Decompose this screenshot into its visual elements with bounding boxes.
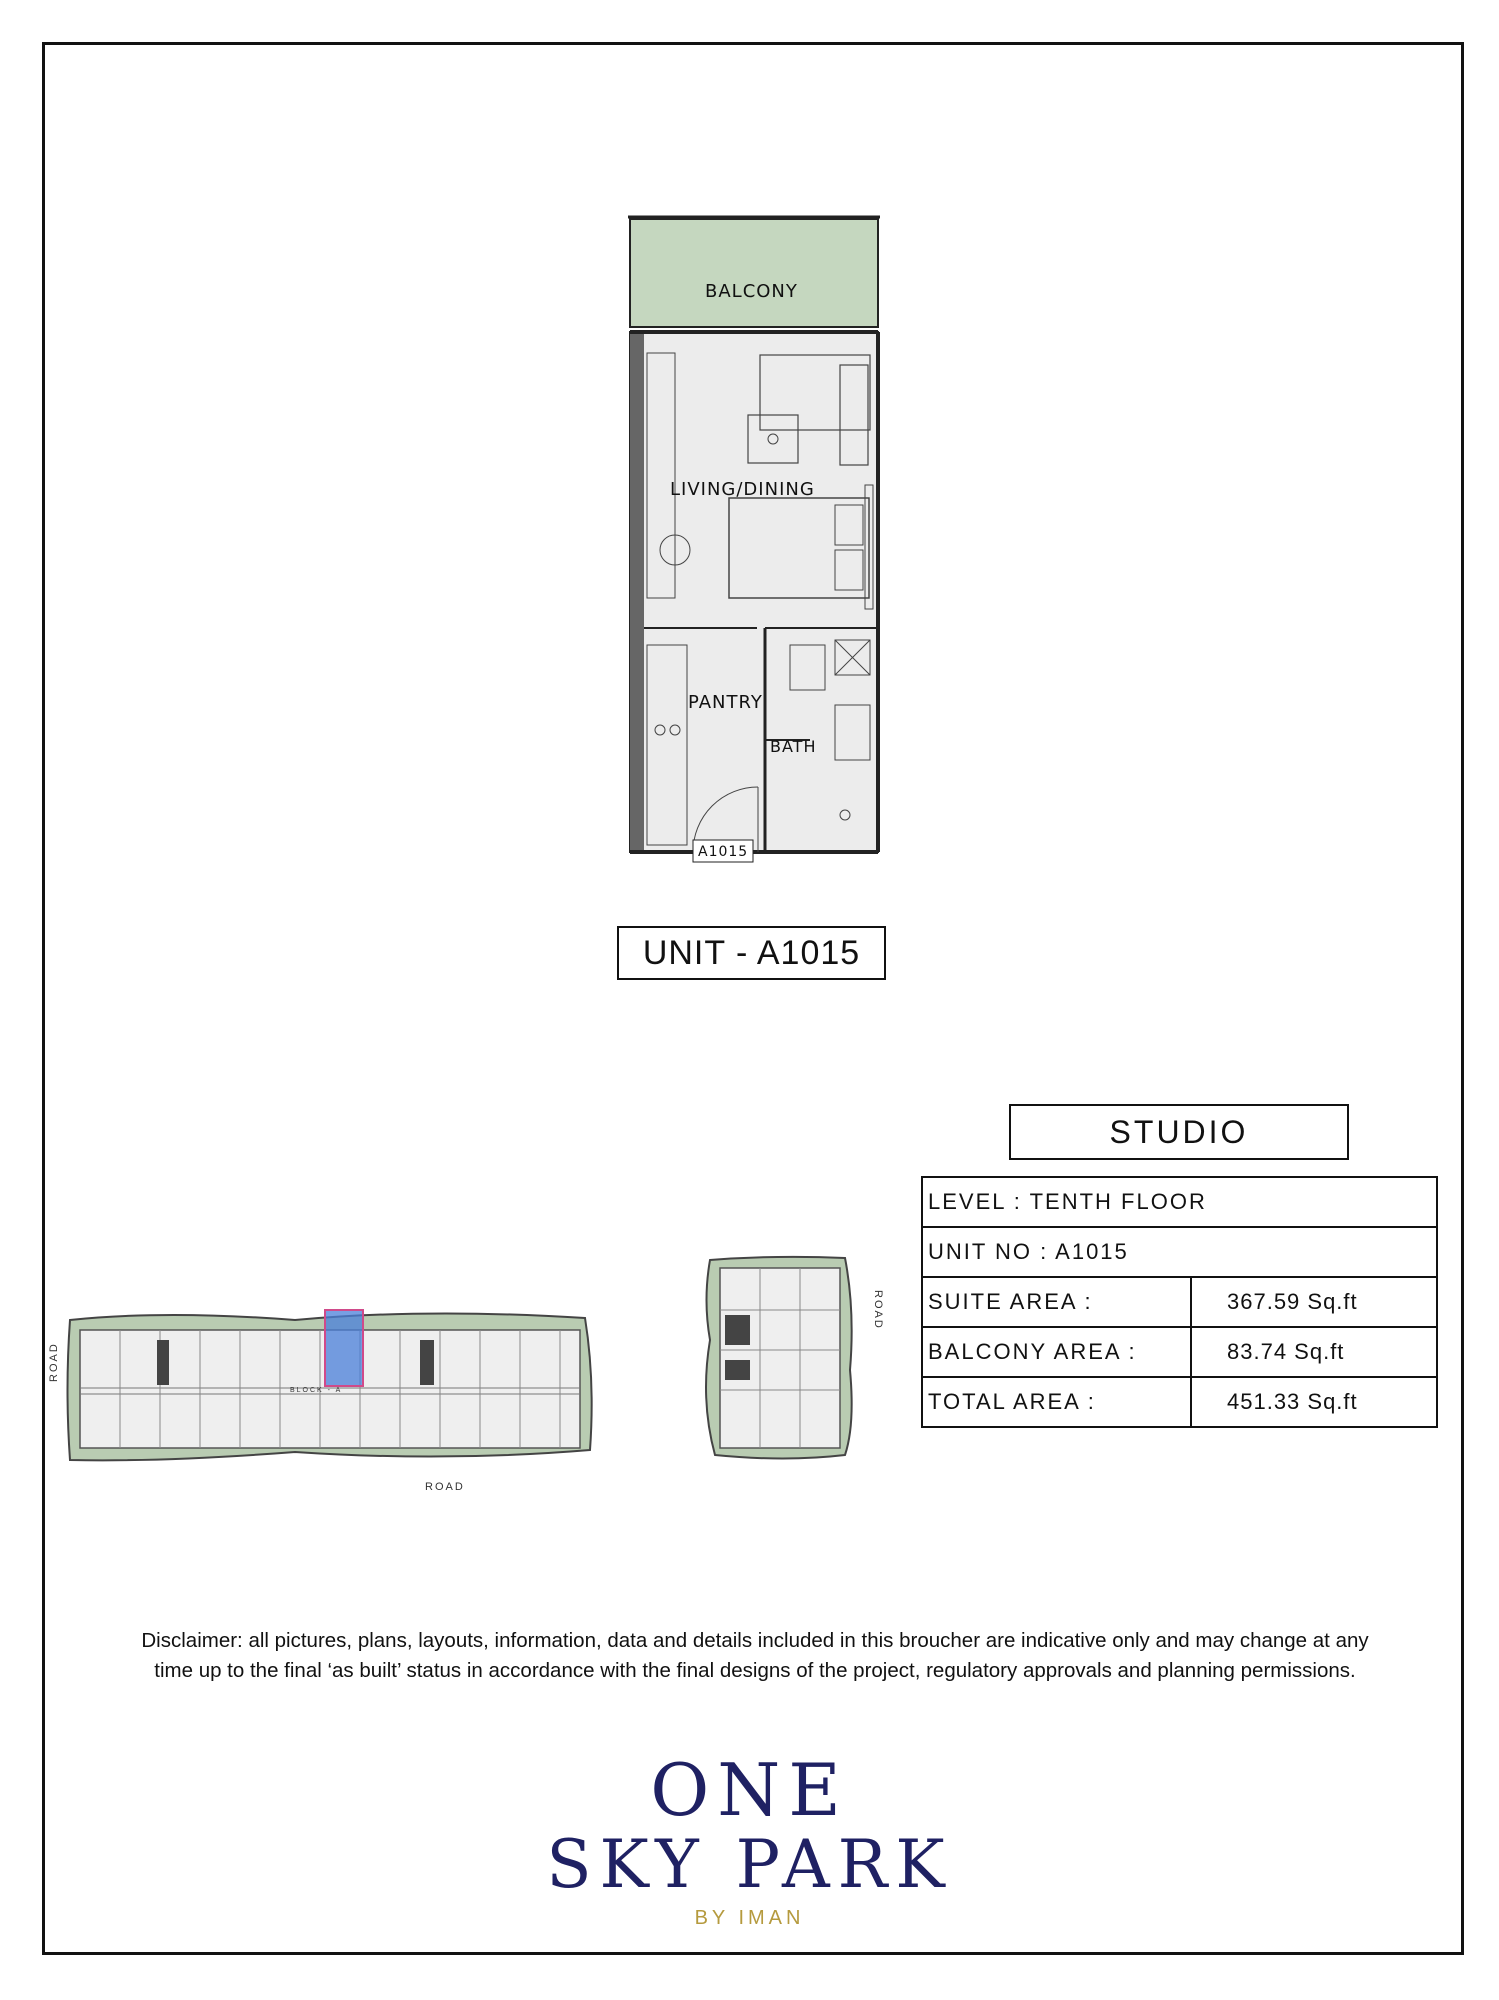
spec-row-unit-no bbox=[922, 1227, 1437, 1277]
balcony-area bbox=[630, 219, 878, 327]
unit-no-cell: UNIT NO : A1015 bbox=[922, 1227, 1437, 1277]
room-label-pantry: PANTRY bbox=[688, 692, 763, 713]
suite-area-label: SUITE AREA : bbox=[922, 1277, 1191, 1327]
unit-highlight bbox=[325, 1310, 363, 1386]
room-label-living: LIVING/DINING bbox=[670, 479, 815, 500]
key-plan-block-a bbox=[45, 1300, 605, 1495]
total-area-value: 451.33 Sq.ft bbox=[1191, 1377, 1437, 1427]
spec-row-level bbox=[922, 1177, 1437, 1227]
logo-line-sky-park: SKY PARK bbox=[546, 1826, 953, 1903]
spec-row-total-area bbox=[922, 1377, 1437, 1427]
balcony-area-label: BALCONY AREA : bbox=[922, 1327, 1191, 1377]
door-tag-label: A1015 bbox=[698, 844, 749, 860]
suite-area-value: 367.59 Sq.ft bbox=[1191, 1277, 1437, 1327]
level-cell: LEVEL : TENTH FLOOR bbox=[922, 1177, 1437, 1227]
road-label-right: ROAD bbox=[872, 1290, 884, 1330]
key-plan-block-b bbox=[695, 1250, 895, 1465]
logo-line-one: ONE bbox=[650, 1748, 849, 1832]
unit-title: UNIT - A1015 bbox=[617, 926, 886, 980]
disclaimer-text: Disclaimer: all pictures, plans, layouts, information, data and details included in this broucher are indicative only and may change at any time up to the final ‘as built’ status in accordance with the final designs of the project, regulatory approvals and planning permissions. bbox=[141, 1629, 1369, 1682]
total-area-label: TOTAL AREA : bbox=[922, 1377, 1191, 1427]
unit-floor-plan bbox=[625, 215, 885, 865]
road-label-bottom: ROAD bbox=[425, 1481, 465, 1493]
balcony-area-value: 83.74 Sq.ft bbox=[1191, 1327, 1437, 1377]
room-label-balcony: BALCONY bbox=[705, 281, 798, 302]
spec-row-suite-area bbox=[922, 1277, 1437, 1327]
room-label-bath: BATH bbox=[770, 737, 817, 756]
unit-type-title: STUDIO bbox=[1009, 1104, 1349, 1160]
block-a-label: BLOCK - A bbox=[290, 1387, 343, 1394]
spec-table bbox=[921, 1176, 1438, 1428]
spec-row-balcony-area bbox=[922, 1327, 1437, 1377]
road-label-left: ROAD bbox=[48, 1342, 60, 1382]
logo-line-by-iman: BY IMAN bbox=[694, 1907, 805, 1929]
